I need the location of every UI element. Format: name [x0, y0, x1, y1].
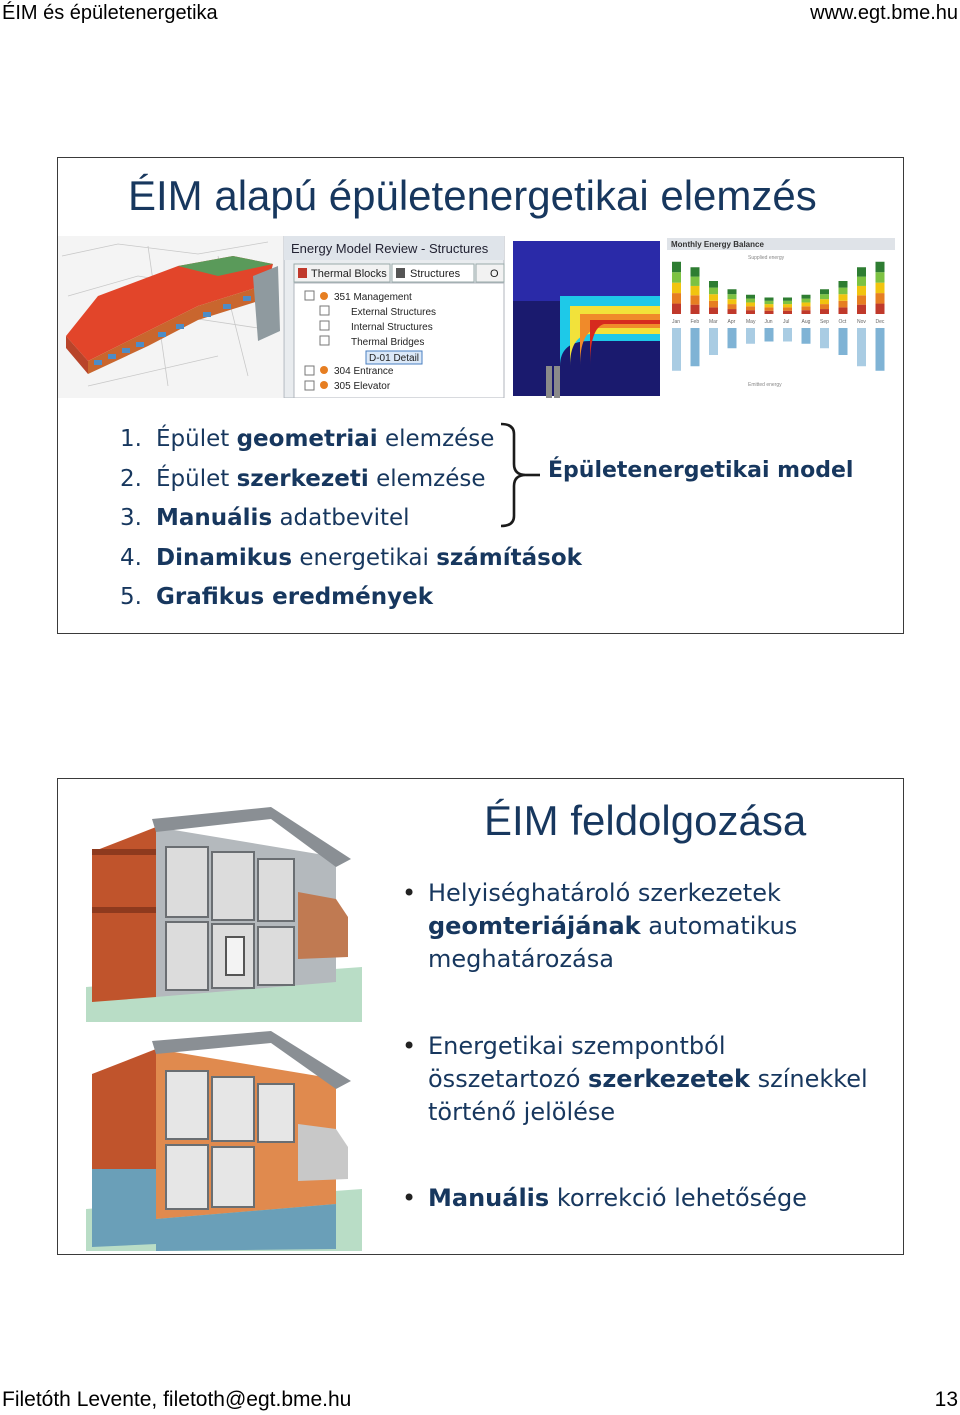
- chart-bar-segment: [765, 301, 774, 304]
- structures-tree-panel: [284, 236, 504, 398]
- curly-brace: [496, 420, 546, 530]
- chart-bar-segment: [746, 306, 755, 310]
- bullet-item: • Energetikai szempontból összetartozó szerkezetek színekkel történő jelölése: [402, 1032, 868, 1126]
- chart-month-label: Jul: [783, 319, 790, 325]
- chart-month-label: Sep: [820, 319, 829, 325]
- chart-bar-segment: [876, 304, 885, 314]
- chart-bar-segment: [839, 307, 848, 314]
- chart-bar-segment: [765, 304, 774, 307]
- chart-bar-segment: [839, 294, 848, 301]
- svg-text:305 Elevator: 305 Elevator: [334, 381, 391, 392]
- chart-bar-segment: [857, 295, 866, 304]
- svg-text:D-01 Detail: D-01 Detail: [369, 353, 420, 364]
- chart-bar-segment: [783, 311, 792, 314]
- chart-bar-segment: [709, 281, 718, 288]
- chart-bar-segment: [672, 293, 681, 303]
- chart-bar-emitted: [802, 328, 811, 344]
- step-item: 4. Dinamikus energetikai számítások: [120, 544, 582, 571]
- chart-bar-emitted: [839, 328, 848, 355]
- chart-month-label: Apr: [727, 319, 736, 325]
- chart-bar-segment: [876, 293, 885, 303]
- chart-bar-segment: [820, 289, 829, 294]
- svg-text:Energy Model Review - Structur: Energy Model Review - Structures: [291, 241, 489, 256]
- chart-month-label: Jan: [672, 319, 681, 325]
- chart-bar-emitted: [857, 328, 866, 366]
- step-item: 1. Épület geometriai elemzése: [120, 426, 495, 452]
- chart-bar-segment: [672, 304, 681, 314]
- svg-text:Supplied energy: Supplied energy: [748, 255, 785, 261]
- chart-month-label: Oct: [838, 319, 847, 325]
- chart-bar-segment: [728, 294, 737, 299]
- chart-bar-segment: [728, 299, 737, 304]
- chart-month-label: Jun: [764, 319, 773, 325]
- chart-bar-segment: [857, 277, 866, 286]
- chart-bar-segment: [820, 294, 829, 299]
- step-item: 3. Manuális adatbevitel: [120, 505, 410, 531]
- chart-bar-segment: [709, 301, 718, 308]
- chart-bar-segment: [672, 283, 681, 293]
- chart-bar-segment: [802, 306, 811, 310]
- chart-bar-segment: [728, 289, 737, 294]
- chart-bar-segment: [672, 272, 681, 282]
- chart-bar-segment: [746, 299, 755, 303]
- page-number: 13: [934, 1388, 958, 1411]
- slide-energy-analysis: [57, 157, 904, 634]
- slide-bim-processing: [57, 778, 904, 1255]
- step-item: 5. Grafikus eredmények: [120, 584, 433, 610]
- thermal-simulation-image: [510, 236, 660, 398]
- chart-bar-segment: [839, 301, 848, 308]
- chart-bar-segment: [691, 267, 700, 276]
- chart-bar-segment: [746, 310, 755, 314]
- chart-bar-segment: [876, 283, 885, 293]
- chart-bar-segment: [783, 301, 792, 304]
- svg-text:Structures: Structures: [410, 268, 461, 280]
- bullet-dot-icon: •: [402, 1184, 417, 1212]
- chart-bar-segment: [709, 288, 718, 295]
- bullet-dot-icon: •: [402, 879, 417, 907]
- chart-bar-emitted: [746, 328, 755, 344]
- chart-bar-segment: [709, 294, 718, 301]
- header-course-title: ÉIM és épületenergetika: [2, 2, 218, 24]
- svg-text:Thermal Bridges: Thermal Bridges: [351, 337, 425, 348]
- building-colored-render-image: [86, 1029, 362, 1251]
- bullet-dot-icon: •: [402, 1032, 417, 1060]
- energy-model-label: Épületenergetikai model: [548, 458, 854, 483]
- chart-bar-emitted: [783, 328, 792, 342]
- chart-month-label: Aug: [801, 319, 811, 325]
- chart-bar-segment: [857, 305, 866, 314]
- svg-text:External Structures: External Structures: [351, 307, 437, 318]
- chart-bar-segment: [746, 302, 755, 306]
- chart-bar-segment: [672, 262, 681, 272]
- svg-text:Thermal Blocks: Thermal Blocks: [311, 268, 387, 280]
- chart-bar-segment: [691, 286, 700, 295]
- chart-month-label: Nov: [857, 319, 866, 325]
- chart-bar-segment: [876, 262, 885, 272]
- chart-bar-segment: [728, 309, 737, 314]
- chart-bar-segment: [728, 304, 737, 309]
- chart-bar-segment: [783, 304, 792, 307]
- svg-text:Monthly Energy Balance: Monthly Energy Balance: [671, 240, 764, 249]
- building-render-image: [86, 797, 362, 1022]
- bullet-item: • Helyiséghatároló szerkezetek geomteriájának automatikus meghatározása: [402, 879, 798, 973]
- bullet-item: • Manuális korrekció lehetősége: [398, 1182, 807, 1215]
- chart-bar-segment: [691, 295, 700, 304]
- chart-bar-segment: [691, 305, 700, 314]
- svg-text:Internal Structures: Internal Structures: [351, 322, 433, 333]
- svg-text:Emitted energy: Emitted energy: [748, 382, 782, 388]
- svg-text:304 Entrance: 304 Entrance: [334, 366, 394, 377]
- monthly-energy-chart-image: [664, 236, 903, 398]
- slide-title: ÉIM alapú épületenergetikai elemzés: [128, 172, 817, 219]
- chart-bar-segment: [802, 295, 811, 299]
- chart-bar-segment: [820, 304, 829, 309]
- chart-month-label: Dec: [875, 319, 885, 325]
- step-item: 2. Épület szerkezeti elemzése: [120, 465, 486, 492]
- chart-bar-emitted: [691, 328, 700, 366]
- chart-bar-emitted: [876, 328, 885, 371]
- chart-bar-segment: [839, 288, 848, 295]
- chart-bar-segment: [820, 299, 829, 304]
- chart-bar-segment: [820, 309, 829, 314]
- chart-bar-segment: [709, 307, 718, 314]
- chart-bar-segment: [802, 302, 811, 306]
- chart-bar-segment: [691, 277, 700, 286]
- chart-bar-segment: [783, 307, 792, 310]
- chart-bar-emitted: [672, 328, 681, 371]
- chart-bar-segment: [857, 267, 866, 276]
- chart-bar-segment: [765, 307, 774, 310]
- chart-bar-segment: [839, 281, 848, 288]
- chart-bar-segment: [765, 298, 774, 301]
- chart-bar-segment: [783, 298, 792, 301]
- svg-text:O: O: [490, 268, 499, 280]
- chart-month-label: Mar: [709, 319, 718, 325]
- header-website: www.egt.bme.hu: [810, 2, 958, 24]
- building-model-image: [58, 236, 283, 398]
- footer-author: Filetóth Levente, filetoth@egt.bme.hu: [2, 1388, 352, 1411]
- svg-text:351 Management: 351 Management: [334, 292, 412, 303]
- illustration-row: [58, 236, 903, 398]
- chart-bar-segment: [876, 272, 885, 282]
- chart-month-label: Feb: [690, 319, 700, 325]
- chart-bar-segment: [746, 295, 755, 299]
- chart-month-label: May: [746, 319, 756, 325]
- chart-bar-segment: [802, 310, 811, 314]
- chart-bar-segment: [802, 299, 811, 303]
- chart-bar-segment: [765, 311, 774, 314]
- chart-bar-emitted: [765, 328, 774, 342]
- chart-bar-emitted: [820, 328, 829, 348]
- chart-bar-emitted: [709, 328, 718, 355]
- chart-bar-segment: [857, 286, 866, 295]
- slide-title: ÉIM feldolgozása: [484, 797, 807, 844]
- chart-bar-emitted: [728, 328, 737, 348]
